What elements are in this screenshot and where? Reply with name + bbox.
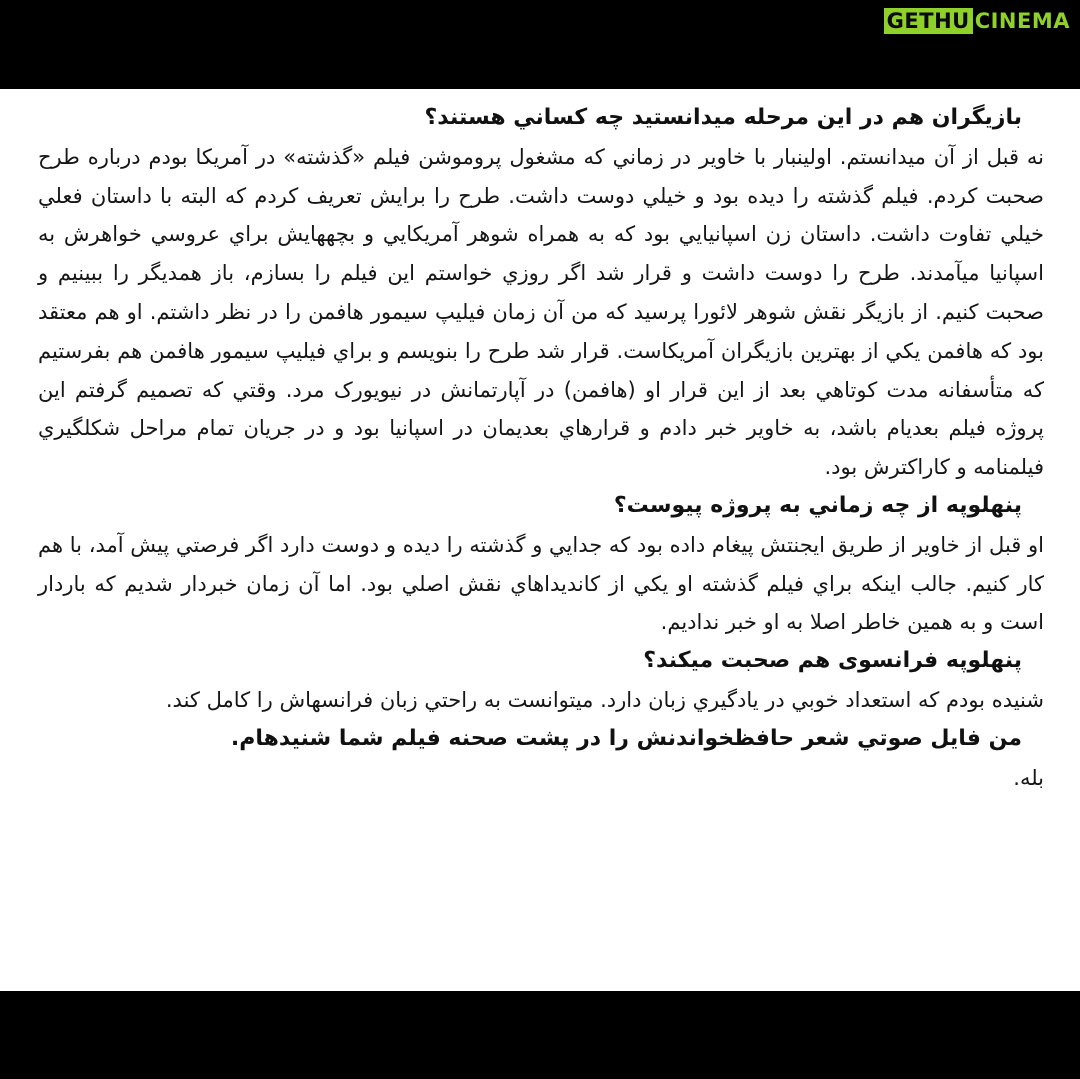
answer-3: شنیده بودم که استعداد خوبي در یادگیري زبان دارد. ميتوانست به راحتي زبان فرانسهاش را کامل کند. (165, 687, 1044, 712)
question-4: من فایل صوتي شعر حافظخواندنش را در پشت صحنه فیلم شما شنیدهام. (230, 725, 1022, 751)
interview-page (0, 89, 1080, 991)
interview-text (38, 99, 1044, 797)
answer-4: بله. (1013, 765, 1044, 790)
watermark-logo (884, 8, 1071, 34)
answer-2: او قبل از خاویر از طریق ایجنتش پیغام داده بود که جدایي و گذشته را دیده و دوست دارد اگر فرصتي پیش آمد، با هم کار کنیم. جالب اینکه براي فیلم گذشته او یکي از کاندیداهاي نقش اصلي بود. اما آن زمان خبردار شدیم که باردار است و به همین خاطر اصلا به او خبر ندادیم. (38, 532, 1044, 635)
watermark-part-2: CINEMA (974, 9, 1070, 33)
question-1: بازیگران هم در این مرحله میدانستید چه کساني هستند؟ (424, 105, 1022, 130)
bottom-black-bar (0, 991, 1080, 1079)
watermark-part-1: GETHU (884, 8, 973, 34)
answer-1: نه قبل از آن میدانستم. اولینبار با خاویر در زماني که مشغول پروموشن فیلم «گذشته» در آمریکا بودم درباره طرح صحبت کردم. فیلم گذشته را دیده بود و خیلي دوست داشت. طرح را برایش تعریف کردم که البته با داستان فعلي خیلي تفاوت داشت. داستان زن اسپانیایي بود که به همراه شوهر آمریکایي و بچههایش براي عروسي خواهرش به اسپانیا ميآمدند. طرح را دوست داشت و قرار شد اگر روزي خواستم این فیلم را بسازم، باز همدیگر را ببینیم و صحبت کنیم. از بازیگر نقش شوهر لائورا پرسید که من آن زمان فیلیپ سیمور هافمن را در نظر داشتم. او هم معتقد بود که هافمن یکي از بهترین بازیگران آمریکاست. قرار شد طرح را بنویسم و براي فیلیپ سیمور هافمن هم بفرستیم که متأسفانه مدت کوتاهي بعد از این قرار او (هافمن) در آپارتمانش در نیویورک مرد. وقتي که تصمیم گرفتم این پروژه فیلم بعديام باشد، به خاویر خبر دادم و قرارهاي بعديمان در اسپانیا بود و در جریان تمام مراحل شکلگیري فیلمنامه و کاراکترش بود. (38, 144, 1044, 480)
question-2: پنهلوپه از چه زماني به پروژه پیوست؟ (613, 492, 1022, 518)
top-black-bar (0, 0, 1080, 89)
question-3: پنهلوپه فرانسوی هم صحبت ميکند؟ (643, 648, 1022, 674)
